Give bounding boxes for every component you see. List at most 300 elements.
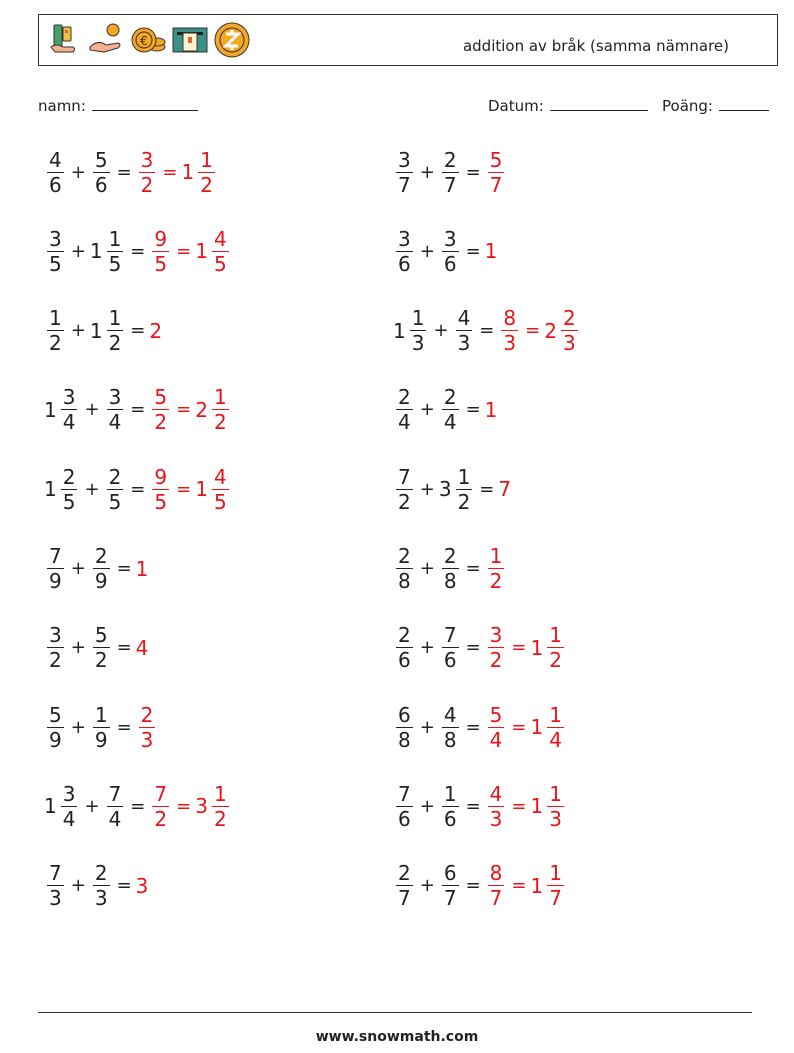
numerator: 2: [562, 306, 576, 331]
fraction-stack: [442, 782, 459, 831]
fraction: [44, 623, 67, 672]
equals-sign: =: [162, 161, 178, 183]
numerator: 1: [213, 781, 227, 806]
denominator: 4: [398, 410, 411, 435]
numerator: 1: [108, 226, 122, 251]
plus-sign: +: [70, 320, 86, 342]
denominator: 2: [49, 648, 62, 673]
mixed-number: [393, 306, 429, 355]
equals-sign: =: [479, 478, 495, 500]
numerator: 9: [154, 226, 168, 251]
fraction-stack: [152, 385, 169, 434]
numerator: 9: [154, 464, 168, 489]
problem-10: [393, 457, 512, 521]
answer: [149, 782, 231, 831]
problem-7: [44, 378, 232, 442]
plus-sign: +: [70, 716, 86, 738]
fraction: [44, 861, 67, 910]
fraction-stack: [396, 782, 413, 831]
numerator: 7: [154, 781, 168, 806]
fraction: [104, 465, 127, 514]
fraction-stack: [47, 227, 64, 276]
fraction-stack: [198, 148, 215, 197]
fraction-stack: [47, 623, 64, 672]
fraction-stack: [547, 623, 564, 672]
whole-part: 1: [89, 318, 103, 343]
plus-sign: +: [419, 240, 435, 262]
denominator: 5: [62, 489, 76, 514]
equals-sign: =: [525, 320, 541, 342]
fraction-stack: [488, 623, 505, 672]
fraction-stack: [396, 385, 413, 434]
problem-3: [44, 219, 232, 283]
fraction-stack: [139, 148, 156, 197]
fraction: [149, 385, 172, 434]
fraction-stack: [561, 306, 578, 355]
equals-sign: =: [465, 637, 481, 659]
fraction: [393, 227, 416, 276]
whole-part: 1: [195, 477, 208, 502]
fraction-stack: [93, 544, 110, 593]
numerator: 3: [140, 147, 154, 172]
denominator: 4: [549, 727, 562, 752]
fraction-stack: [488, 544, 505, 593]
answer: [498, 306, 580, 355]
numerator: 2: [94, 861, 108, 886]
fraction: [136, 703, 159, 752]
equals-sign: =: [511, 637, 527, 659]
denominator: 3: [457, 331, 471, 356]
plus-sign: +: [70, 637, 86, 659]
fraction: [439, 544, 462, 593]
whole-part: 3: [438, 477, 452, 502]
fraction: [439, 623, 462, 672]
worksheet-header: [38, 14, 778, 66]
whole-part: 1: [44, 397, 57, 422]
fraction: [90, 148, 113, 197]
numerator: 3: [489, 623, 503, 648]
mixed-number: [195, 465, 231, 514]
score-field[interactable]: [662, 96, 769, 115]
problem-11: [44, 537, 149, 601]
equals-sign: =: [116, 716, 132, 738]
fraction: [439, 861, 462, 910]
fraction-stack: [396, 544, 413, 593]
numerator: 3: [108, 385, 122, 410]
numerator: 4: [457, 306, 471, 331]
fraction-stack: [396, 465, 413, 514]
fraction: [485, 861, 508, 910]
numerator: 1: [213, 385, 227, 410]
numerator: 7: [108, 781, 122, 806]
denominator: 9: [94, 569, 108, 593]
fraction-stack: [501, 306, 518, 355]
fraction: [439, 385, 462, 434]
whole-part: 1: [44, 794, 57, 819]
numerator: 1: [549, 861, 562, 886]
equals-sign: =: [130, 478, 146, 500]
numerator: 6: [398, 702, 411, 727]
numerator: 1: [200, 147, 213, 172]
fraction-stack: [212, 782, 229, 831]
fraction-stack: [488, 861, 505, 910]
fraction: [44, 703, 67, 752]
equals-sign: =: [465, 795, 481, 817]
whole-part: 2: [149, 318, 163, 343]
equals-sign: =: [130, 320, 146, 342]
name-blank[interactable]: [92, 96, 198, 111]
answer: [136, 148, 218, 197]
plus-sign: +: [70, 240, 86, 262]
numerator: 4: [489, 781, 503, 806]
denominator: 2: [213, 806, 227, 831]
fraction: [453, 306, 476, 355]
numerator: 3: [62, 385, 76, 410]
whole-part: 3: [195, 794, 208, 819]
whole-part: 2: [544, 318, 557, 343]
mixed-number: [90, 227, 126, 276]
plus-sign: +: [419, 399, 435, 421]
denominator: 2: [94, 648, 108, 673]
fraction: [439, 227, 462, 276]
plus-sign: +: [419, 795, 435, 817]
numerator: 1: [94, 702, 108, 727]
denominator: 9: [49, 727, 62, 752]
fraction-stack: [47, 306, 64, 355]
problem-5: [44, 299, 163, 363]
fraction-stack: [107, 782, 124, 831]
fraction-stack: [47, 544, 64, 593]
equals-sign: =: [176, 240, 192, 262]
fraction: [498, 306, 521, 355]
fraction: [393, 782, 416, 831]
whole-number: [485, 239, 499, 263]
numerator: 2: [62, 464, 76, 489]
numerator: 1: [457, 464, 471, 489]
equals-sign: =: [511, 795, 527, 817]
fraction-stack: [212, 385, 229, 434]
fraction-stack: [442, 544, 459, 593]
whole-number: [136, 557, 150, 581]
denominator: 3: [140, 727, 154, 752]
whole-part: 1: [484, 397, 498, 422]
denominator: 7: [398, 886, 411, 911]
denominator: 7: [443, 172, 457, 197]
fraction-stack: [442, 623, 459, 672]
problem-1: [44, 140, 218, 204]
fraction-stack: [442, 148, 459, 197]
fraction: [393, 703, 416, 752]
fraction-stack: [442, 227, 459, 276]
fraction: [485, 623, 508, 672]
fraction-stack: [547, 782, 564, 831]
plus-sign: +: [84, 478, 100, 500]
equals-sign: =: [465, 558, 481, 579]
mixed-number: [530, 782, 566, 831]
answer: [485, 398, 499, 422]
numerator: 1: [108, 306, 122, 331]
answer: [136, 874, 150, 898]
fraction-stack: [456, 465, 473, 514]
fraction: [149, 227, 172, 276]
equals-sign: =: [116, 875, 132, 897]
date-label: Datum:: [488, 97, 544, 115]
denominator: 5: [49, 251, 62, 276]
plus-sign: +: [84, 399, 100, 421]
fraction: [393, 544, 416, 593]
plus-sign: +: [419, 558, 435, 579]
numerator: 1: [489, 544, 503, 568]
whole-part: 1: [181, 160, 195, 184]
fraction-stack: [107, 227, 124, 276]
denominator: 5: [108, 489, 122, 514]
numerator: 3: [49, 226, 62, 251]
numerator: 2: [443, 147, 457, 172]
denominator: 6: [398, 648, 411, 673]
problem-20: [393, 854, 567, 918]
numerator: 2: [443, 544, 457, 568]
denominator: 8: [398, 727, 411, 752]
equals-sign: =: [465, 399, 481, 421]
equals-sign: =: [465, 875, 481, 897]
denominator: 2: [154, 410, 168, 435]
answer: [485, 544, 508, 593]
plus-sign: +: [419, 716, 435, 738]
fraction-stack: [152, 465, 169, 514]
numerator: 1: [549, 623, 562, 648]
answer: [149, 227, 231, 276]
fraction: [485, 782, 508, 831]
fraction-stack: [47, 148, 64, 197]
numerator: 2: [443, 385, 457, 410]
denominator: 7: [398, 172, 411, 197]
fraction: [485, 148, 508, 197]
denominator: 6: [443, 648, 457, 673]
fraction-stack: [93, 623, 110, 672]
mixed-number: [439, 465, 475, 514]
fraction-stack: [152, 782, 169, 831]
numerator: 1: [549, 781, 562, 806]
equals-sign: =: [479, 320, 495, 342]
numerator: 7: [398, 464, 411, 489]
denominator: 2: [154, 806, 168, 831]
denominator: 3: [562, 331, 576, 356]
whole-part: 1: [44, 477, 57, 502]
hand-coin-icon: [87, 21, 125, 59]
fraction-stack: [212, 227, 229, 276]
denominator: 4: [489, 727, 503, 752]
equals-sign: =: [130, 795, 146, 817]
answer: [485, 239, 499, 263]
fraction: [44, 227, 67, 276]
problem-9: [44, 457, 232, 521]
numerator: 4: [213, 226, 227, 251]
equals-sign: =: [511, 875, 527, 897]
equals-sign: =: [116, 558, 132, 579]
fraction: [136, 148, 159, 197]
fraction-stack: [396, 703, 413, 752]
fraction-stack: [442, 861, 459, 910]
fraction: [439, 148, 462, 197]
fraction-stack: [47, 703, 64, 752]
mixed-number: [90, 306, 126, 355]
denominator: 4: [108, 806, 122, 831]
problem-18: [393, 774, 567, 838]
denominator: 3: [49, 886, 62, 911]
fraction: [393, 465, 416, 514]
equals-sign: =: [116, 637, 132, 659]
denominator: 5: [213, 489, 227, 514]
plus-sign: +: [70, 161, 86, 183]
worksheet-title: addition av bråk (samma nämnare): [462, 37, 729, 55]
mixed-number: [44, 465, 80, 514]
fraction: [393, 623, 416, 672]
denominator: 3: [489, 806, 503, 831]
whole-part: 4: [135, 635, 149, 660]
denominator: 2: [213, 410, 227, 435]
fraction: [44, 148, 67, 197]
fraction: [485, 544, 508, 593]
numerator: 2: [398, 861, 411, 886]
whole-part: 1: [530, 715, 544, 740]
mixed-number: [195, 227, 231, 276]
numerator: 5: [489, 147, 503, 172]
numerator: 4: [213, 464, 227, 489]
denominator: 2: [398, 489, 411, 514]
denominator: 5: [154, 251, 168, 276]
numerator: 8: [489, 861, 503, 886]
numerator: 1: [443, 781, 457, 806]
plus-sign: +: [419, 161, 435, 183]
denominator: 7: [489, 886, 503, 911]
denominator: 6: [398, 251, 411, 276]
plus-sign: +: [419, 478, 435, 500]
header-icons: [45, 21, 251, 59]
denominator: 2: [457, 489, 471, 514]
fraction-stack: [107, 306, 124, 355]
numerator: 2: [108, 464, 122, 489]
mixed-number: [530, 861, 566, 910]
problem-2: [393, 140, 507, 204]
score-label: Poäng:: [662, 97, 713, 115]
numerator: 3: [398, 226, 411, 251]
whole-part: 7: [498, 477, 512, 502]
denominator: 8: [398, 569, 411, 593]
name-label: namn:: [38, 97, 86, 115]
answer: [136, 703, 159, 752]
numerator: 4: [49, 147, 62, 172]
fraction-stack: [488, 148, 505, 197]
whole-part: 1: [484, 239, 498, 264]
denominator: 3: [549, 806, 562, 831]
numerator: 2: [94, 544, 108, 568]
answer: [149, 385, 231, 434]
score-blank[interactable]: [719, 96, 769, 111]
numerator: 5: [154, 385, 168, 410]
mixed-number: [530, 703, 566, 752]
fraction: [104, 782, 127, 831]
numerator: 3: [443, 226, 457, 251]
fraction: [90, 623, 113, 672]
date-blank[interactable]: [550, 96, 648, 111]
numerator: 3: [49, 623, 62, 648]
numerator: 1: [411, 306, 425, 331]
name-field[interactable]: [38, 96, 198, 115]
numerator: 2: [398, 544, 411, 568]
answer: [485, 703, 567, 752]
fraction-stack: [410, 306, 427, 355]
whole-number: [149, 319, 163, 343]
equals-sign: =: [465, 161, 481, 183]
mixed-number: [195, 385, 231, 434]
fraction: [90, 544, 113, 593]
denominator: 6: [443, 251, 457, 276]
fraction-stack: [488, 782, 505, 831]
problem-12: [393, 537, 507, 601]
equals-sign: =: [176, 399, 192, 421]
fraction-stack: [396, 861, 413, 910]
whole-part: 1: [530, 873, 544, 898]
answer: [136, 557, 150, 581]
fraction-stack: [93, 148, 110, 197]
fraction-stack: [152, 227, 169, 276]
plus-sign: +: [419, 875, 435, 897]
whole-part: 1: [530, 635, 544, 660]
date-field[interactable]: [488, 96, 648, 115]
problem-14: [393, 616, 567, 680]
denominator: 2: [140, 172, 154, 197]
denominator: 5: [213, 251, 227, 276]
problem-15: [44, 695, 158, 759]
fraction-stack: [396, 623, 413, 672]
problem-16: [393, 695, 567, 759]
denominator: 7: [489, 172, 503, 197]
numerator: 5: [94, 623, 108, 648]
atm-cash-icon: [171, 21, 209, 59]
zcash-coin-icon: [213, 21, 251, 59]
numerator: 8: [503, 306, 517, 331]
fraction-stack: [488, 703, 505, 752]
whole-number: [136, 636, 150, 660]
numerator: 7: [443, 623, 457, 648]
fraction: [485, 703, 508, 752]
denominator: 6: [49, 172, 62, 197]
denominator: 4: [443, 410, 457, 435]
equals-sign: =: [116, 161, 132, 183]
whole-part: 1: [393, 318, 406, 343]
numerator: 6: [443, 861, 457, 886]
mixed-number: [544, 306, 580, 355]
whole-part: 3: [135, 873, 149, 898]
fraction-stack: [396, 227, 413, 276]
whole-part: 1: [89, 239, 103, 264]
fraction-stack: [107, 465, 124, 514]
fraction-stack: [442, 385, 459, 434]
svg-text:€: €: [140, 34, 148, 48]
plus-sign: +: [433, 320, 449, 342]
numerator: 2: [398, 623, 411, 648]
fraction-stack: [212, 465, 229, 514]
answer: [485, 782, 567, 831]
whole-part: 1: [135, 556, 149, 581]
problem-17: [44, 774, 232, 838]
numerator: 2: [398, 385, 411, 410]
footer-divider: [38, 1012, 752, 1013]
denominator: 3: [503, 331, 517, 356]
answer: [149, 319, 163, 343]
numerator: 7: [398, 781, 411, 806]
equals-sign: =: [176, 478, 192, 500]
